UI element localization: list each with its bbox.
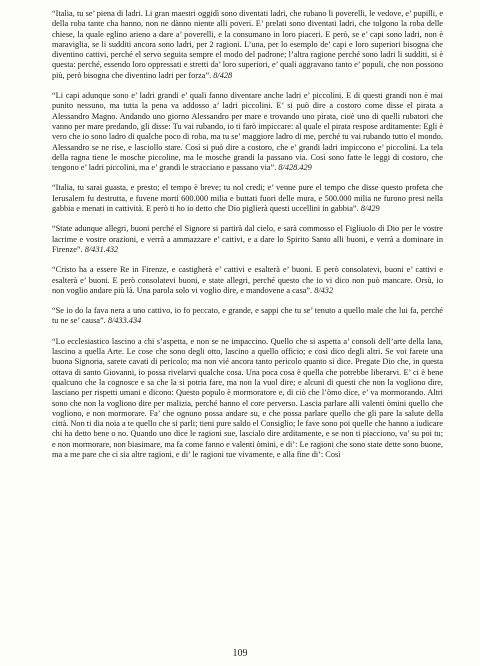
paragraph-2-ref: 8/428.429 (278, 163, 312, 173)
paragraph-1-ref: 8/428 (213, 70, 233, 80)
text-body (52, 9, 443, 460)
paragraph-2 (52, 91, 443, 173)
paragraph-3-text: “Italia, tu sarai guasta, e presto; el tempo è breve; tu nol credi; e’ venne pure el tempo che disse questo profeta che Ierusalem fu destrutta, e fuvene morti 600.000 milia e buttati fuori delle mura, e 500.000 milia ne furono presi nella gabbia e menati in cattività. E però ti ho io detto che Dio piglierà questi uccellini in gabbia”. (52, 183, 443, 214)
paragraph-6 (52, 306, 443, 327)
paragraph-5-ref: 8/432 (314, 285, 334, 295)
page-number: 109 (232, 648, 248, 659)
paragraph-4-text: “State adunque allegri, buoni perché el Signore si partirà dal cielo, e sarà commosso el Figliuolo di Dio per le vostre lacrime e vostre orazioni, e verrà a ammazzare e’ cattivi, e a dare lo Spirito Santo alli buoni, e verrà a dominare in Firenze”. (52, 224, 443, 254)
paragraph-2-text: “Li capi adunque sono e’ ladri grandi e’ quali fanno diventare anche ladri e’ piccolini. E di questi grandi non è mai punito nessuno, ma tutta la pena va addosso a’ ladri piccolini. E’ si può dire a costoro come disse el pirata a Alessandro Magno. Andando uno giorno Alessandro per mare e trovando uno pirata, cioè uno di quelli rubatori che vanno per mare predando, gli disse: Tu vai rubando, io ti farò impiccare: al quale el pirata respose arditamente: Egli è vero che io sono ladro di qualche poco di roba, ma tu se’ maggiore ladro di me, perché tu vai rubando tutto el mondo. Alessandro se ne rise, e lasciollo stare. Così si può dire a costoro, che e’ grandi ladri impiccono e’ piccolini. La tela della ragna tiene le mosche piccoline, ma le mosche grandi la passano via. Così sono fatte le leggi di costoro, che tengono e’ ladri piccolini, ma e’ grandi le stracciano e passano via”. (52, 91, 443, 173)
paragraph-1-text: “Italia, tu se’ piena di ladri. Li gran maestri oggidì sono diventati ladri, che rubano li poverelli, le vedove, e’ pupilli, e della roba tante cha hanno, non ne dànno niente alli poveri. E’ prelati sono diventati ladri, che tolgono la roba delle chiese, la quale eglino arieno a dare a’ poverelli, e la consumano in loro piaceri. E però, se e’ capi sono ladri, non è maraviglia, se li sudditi ancora sono ladri, per 2 ragioni. L’una, per lo esemplo de’ capi e loro superiori bisogna che diventino cattivi, perché el servo seguita sempre el modo del padrone; l’altra ragione perché sono ladri li sudditi, si è questa: perché, essendo loro oppressati e stretti da’ loro superiori, e’ quali aggravano tanto e’ populi, che non possono più, però bisogna che diventino ladri per forza”. (52, 9, 443, 80)
paragraph-1 (52, 9, 443, 81)
paragraph-6-text: “Se io do la fava nera a uno cattivo, io fo peccato, e grande, e sappi che tu se’ tenuto a quello male che lui fa, perché tu ne se’ causa”. (52, 306, 443, 326)
paragraph-3-ref: 8/429 (360, 204, 380, 214)
paragraph-6-ref: 8/433.434 (107, 316, 142, 326)
paragraph-3 (52, 183, 443, 214)
paragraph-5-text: “Cristo ha a essere Re in Firenze, e castigherà e’ cattivi e esalterà e’ buoni. E però consolatevi, buoni e’ cattivi e esalterà e’ buoni. E però consolatevi buoni, e state allegri, perché questo che io vi dico non può mancare. Orsù, io non voglio andare più là. Una parola solo vi voglio dire, e mandovene a casa”. (52, 265, 443, 295)
paragraph-7 (52, 337, 443, 461)
paragraph-7-text: “Lo ecclesiastico lascino a chi s’aspetta, e non se ne impaccino. Quello che si aspetta a’ consoli dell’arte della lana, lascino a quella Arte. Le cose che sono degli otto, lascino a quello officio; e così dico degli altri. Se voi farete una buona Signoria, sarete cavati di pericolo; ma non vié ancora tanto pericolo quanto si dice. Pregate Dio che, in questa ottava di santo Giovanni, io possa rivelarvi qualche cosa. Una poca cosa è quella che potrebbe liberarvi. E’ ci è bene qualcuno che la cognosce e sa che la si potria fare, ma non la vuol dire; e alcuni di questi che non la vogliono dire, lasciano per rispetti umani e dicono: Questo populo è mormoratore e, di ciò che l’òmo dice, e’ va mormorando. Altri sono che non la vogliono dire per malizia, perché hanno el core perverso. Lascia parlare alli valenti òmini quello che vogliono, e non mormorare. Fa’ che ognuno possa andare su, e che possa parlare quello che gli pare la salute della città. Non ti dia noia a te quello che si parli; tieni pure saldo el Consiglio; le fave sono poi quelle che hanno a iudicare chi ha detto bene o no. Quando uno dice le ragioni sue, lascialo dire arditamente, e se non ti piacciono, va’ su poi tu; e non mormorare, non biasimare, ma fa come fanno e valenti òmini, e di’: Le ragioni che sono state dette sono buone, ma a me pare che ci sia altre ragioni, e di’ le ragioni tue vivamente, e alla fine di’: Così (52, 336, 443, 459)
paragraph-5 (52, 265, 443, 296)
paragraph-4 (52, 224, 443, 255)
paragraph-4-ref: 8/431.432 (84, 244, 119, 254)
